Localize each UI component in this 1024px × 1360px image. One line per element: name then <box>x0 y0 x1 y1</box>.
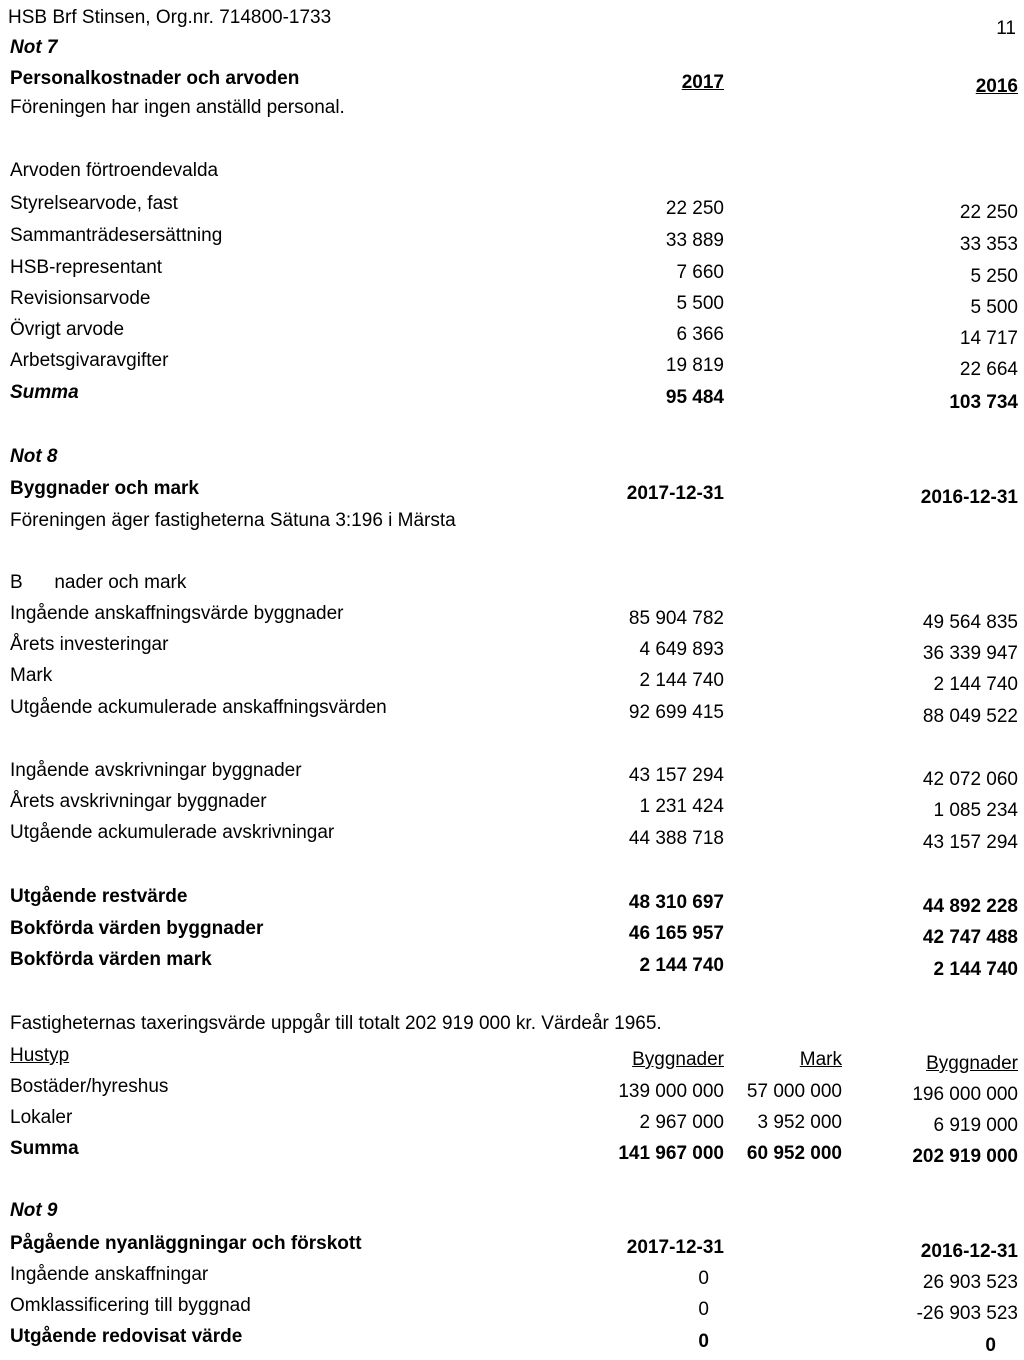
note8-row-label: Ingående avskrivningar byggnader <box>10 760 302 781</box>
note8-row-label: Utgående ackumulerade anskaffningsvärden <box>10 697 387 718</box>
note7-col-2016: 2016 <box>975 76 1018 97</box>
note9-row-2016: 26 903 523 <box>922 1272 1018 1293</box>
note9-row-label: Ingående anskaffningar <box>10 1264 209 1285</box>
note8-row-label: Ingående anskaffningsvärde byggnader <box>10 603 344 624</box>
note8-row-2016: 36 339 947 <box>922 643 1018 664</box>
note8-row-2016: 42 747 488 <box>922 927 1018 948</box>
tax-header-byggnader: Byggnader <box>632 1049 724 1070</box>
note7-subheading: Arvoden förtroendevalda <box>10 160 219 181</box>
note8-row-2016: 43 157 294 <box>922 832 1018 853</box>
note7-heading: Personalkostnader och arvoden <box>10 68 300 89</box>
tax-row-mark: 3 952 000 <box>757 1112 842 1133</box>
note7-row-2016: 22 250 <box>959 202 1018 223</box>
note7-row-label: Revisionsarvode <box>10 288 151 309</box>
tax-row-mark: 57 000 000 <box>746 1081 842 1102</box>
note7-intro: Föreningen har ingen anställd personal. <box>10 97 345 118</box>
note8-row-2017: 4 649 893 <box>639 639 724 660</box>
tax-total-sum: 202 919 000 <box>912 1146 1018 1167</box>
page-number: 11 <box>996 18 1016 39</box>
note7-row-2017: 22 250 <box>665 198 724 219</box>
tax-header-hustyp: Hustyp <box>10 1045 70 1066</box>
note8-row-2016: 2 144 740 <box>933 959 1018 980</box>
note8-row-2017: 92 699 415 <box>628 702 724 723</box>
note9-total-label: Utgående redovisat värde <box>10 1326 243 1347</box>
note8-row-label: Bokförda värden byggnader <box>10 918 264 939</box>
note7-row-label: Övrigt arvode <box>10 319 125 340</box>
note7-row-label: Styrelsearvode, fast <box>10 193 178 214</box>
note8-title: Not 8 <box>10 446 58 467</box>
tax-row-byggnader: 2 967 000 <box>639 1112 724 1133</box>
note9-heading: Pågående nyanläggningar och förskott <box>10 1233 362 1254</box>
note9-row-2016: -26 903 523 <box>916 1303 1018 1324</box>
note8-col-2017: 2017-12-31 <box>626 483 724 504</box>
note7-row-label: Sammanträdesersättning <box>10 225 223 246</box>
note8-row-2017: 2 144 740 <box>639 955 724 976</box>
note8-row-2016: 42 072 060 <box>922 769 1018 790</box>
note9-total-2016: 0 <box>985 1335 996 1356</box>
note7-col-2017: 2017 <box>681 72 724 93</box>
note8-row-label: Årets investeringar <box>10 634 169 655</box>
note7-row-2017: 33 889 <box>665 230 724 251</box>
note7-row-2017: 5 500 <box>676 293 724 314</box>
note8-subheading: B nader och mark <box>10 572 187 593</box>
note7-row-2016: 33 353 <box>959 234 1018 255</box>
note8-row-2017: 1 231 424 <box>639 796 724 817</box>
note9-total-2017: 0 <box>698 1331 709 1352</box>
tax-header-byggnader-total: Byggnader <box>926 1053 1018 1074</box>
note7-row-label: Arbetsgivaravgifter <box>10 350 169 371</box>
note8-row-label: Mark <box>10 665 53 686</box>
tax-row-label: Lokaler <box>10 1107 73 1128</box>
note7-total-label: Summa <box>10 382 79 403</box>
note9-row-2017: 0 <box>698 1299 709 1320</box>
note7-title: Not 7 <box>10 37 58 58</box>
tax-row-byggnader: 139 000 000 <box>618 1081 724 1102</box>
note9-row-2017: 0 <box>698 1268 709 1289</box>
tax-total-byggnader: 141 967 000 <box>618 1143 724 1164</box>
note7-row-2017: 7 660 <box>676 262 724 283</box>
tax-total-label: Summa <box>10 1138 79 1159</box>
note8-row-2017: 43 157 294 <box>628 765 724 786</box>
note8-row-label: Bokförda värden mark <box>10 949 212 970</box>
note8-row-label: Årets avskrivningar byggnader <box>10 791 267 812</box>
note7-row-2016: 5 250 <box>970 266 1018 287</box>
tax-total-mark: 60 952 000 <box>746 1143 842 1164</box>
note7-row-label: HSB-representant <box>10 257 163 278</box>
note7-row-2017: 19 819 <box>665 355 724 376</box>
note9-col-2017: 2017-12-31 <box>626 1237 724 1258</box>
note7-total-2016: 103 734 <box>949 392 1018 413</box>
note8-row-2016: 49 564 835 <box>922 612 1018 633</box>
note8-row-2017: 48 310 697 <box>628 892 724 913</box>
note8-row-label: Utgående restvärde <box>10 886 188 907</box>
note8-row-2016: 88 049 522 <box>922 706 1018 727</box>
tax-row-label: Bostäder/hyreshus <box>10 1076 169 1097</box>
note8-heading: Byggnader och mark <box>10 478 199 499</box>
note8-intro: Föreningen äger fastigheterna Sätuna 3:196 i Märsta <box>10 510 456 531</box>
company-header: HSB Brf Stinsen, Org.nr. 714800-1733 <box>8 7 332 28</box>
tax-row-total: 6 919 000 <box>933 1115 1018 1136</box>
note8-row-2016: 44 892 228 <box>922 896 1018 917</box>
tax-value-note: Fastigheternas taxeringsvärde uppgår till totalt 202 919 000 kr. Värdeår 1965. <box>10 1013 662 1034</box>
note9-col-2016: 2016-12-31 <box>920 1241 1018 1262</box>
note8-row-2017: 44 388 718 <box>628 828 724 849</box>
note7-row-2016: 5 500 <box>970 297 1018 318</box>
note7-row-2016: 22 664 <box>959 359 1018 380</box>
note9-row-label: Omklassificering till byggnad <box>10 1295 251 1316</box>
note8-row-2017: 85 904 782 <box>628 608 724 629</box>
note8-col-2016: 2016-12-31 <box>920 487 1018 508</box>
note8-row-label: Utgående ackumulerade avskrivningar <box>10 822 335 843</box>
note8-row-2016: 1 085 234 <box>933 800 1018 821</box>
note8-row-2016: 2 144 740 <box>933 674 1018 695</box>
note7-row-2016: 14 717 <box>959 328 1018 349</box>
note8-row-2017: 46 165 957 <box>628 923 724 944</box>
tax-header-mark: Mark <box>799 1049 842 1070</box>
note7-total-2017: 95 484 <box>665 387 724 408</box>
note8-row-2017: 2 144 740 <box>639 670 724 691</box>
note9-title: Not 9 <box>10 1200 58 1221</box>
tax-row-total: 196 000 000 <box>912 1084 1018 1105</box>
note7-row-2017: 6 366 <box>676 324 724 345</box>
